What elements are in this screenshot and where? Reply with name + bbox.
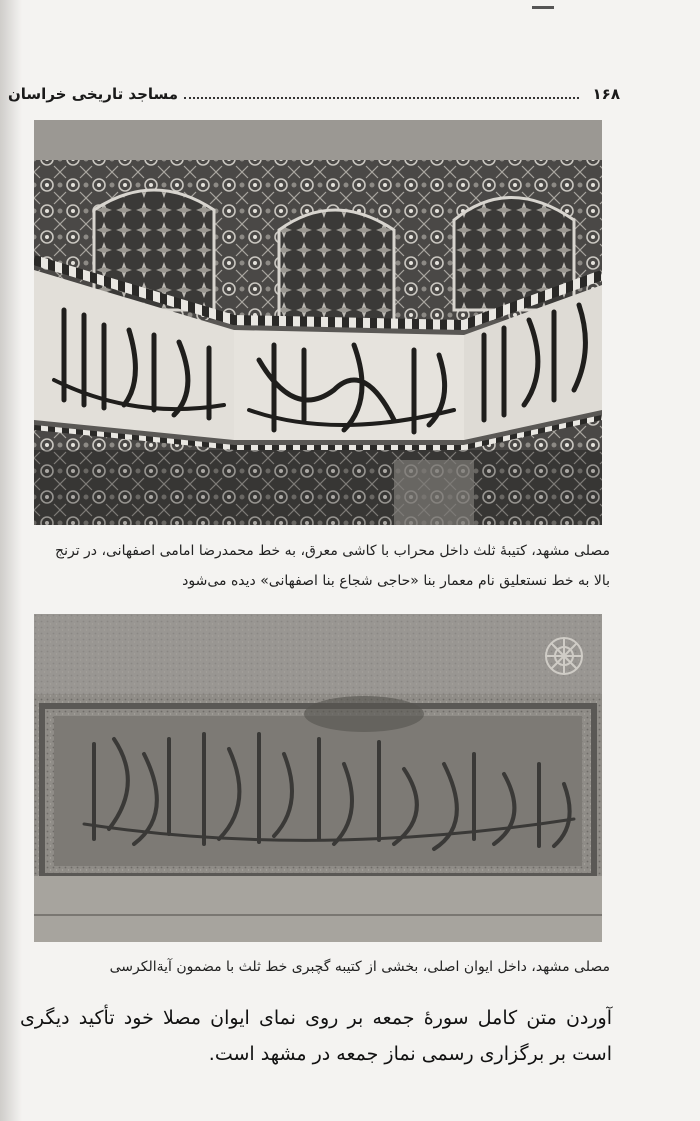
figure-2-caption-line-1: مصلی مشهد، داخل ایوان اصلی، بخشی از کتیبه گچبری خط ثلث با مضمون آیة‌الکرسی [109,959,610,975]
figure-1-caption-line-2: بالا به خط نستعلیق نام معمار بنا «حاجی شجاع بنا اصفهانی» دیده می‌شود [182,573,610,589]
running-title: مساجد تاریخی خراسان [8,85,179,103]
body-paragraph: آوردن متن کامل سورهٔ جمعه بر روی نمای ایوان مصلا خود تأکید دیگری است بر برگزاری رسمی نماز جمعه در مشهد است. [20,1007,612,1065]
figure-1-caption [30,536,610,596]
running-header [8,82,620,106]
page-number: ۱۶۸ [592,85,620,103]
mihrab-tile-photo [34,120,602,525]
stucco-inscription-photo [34,614,602,942]
page-binding-shadow [0,0,22,1121]
page-top-mark [532,6,554,9]
header-dot-leader [184,97,578,99]
figure-1-caption-line-1: مصلی مشهد، کتیبهٔ ثلث داخل محراب با کاشی معرق، به خط محمدرضا امامی اصفهانی، در ترنج [55,543,610,559]
figure-2-caption [30,952,610,982]
